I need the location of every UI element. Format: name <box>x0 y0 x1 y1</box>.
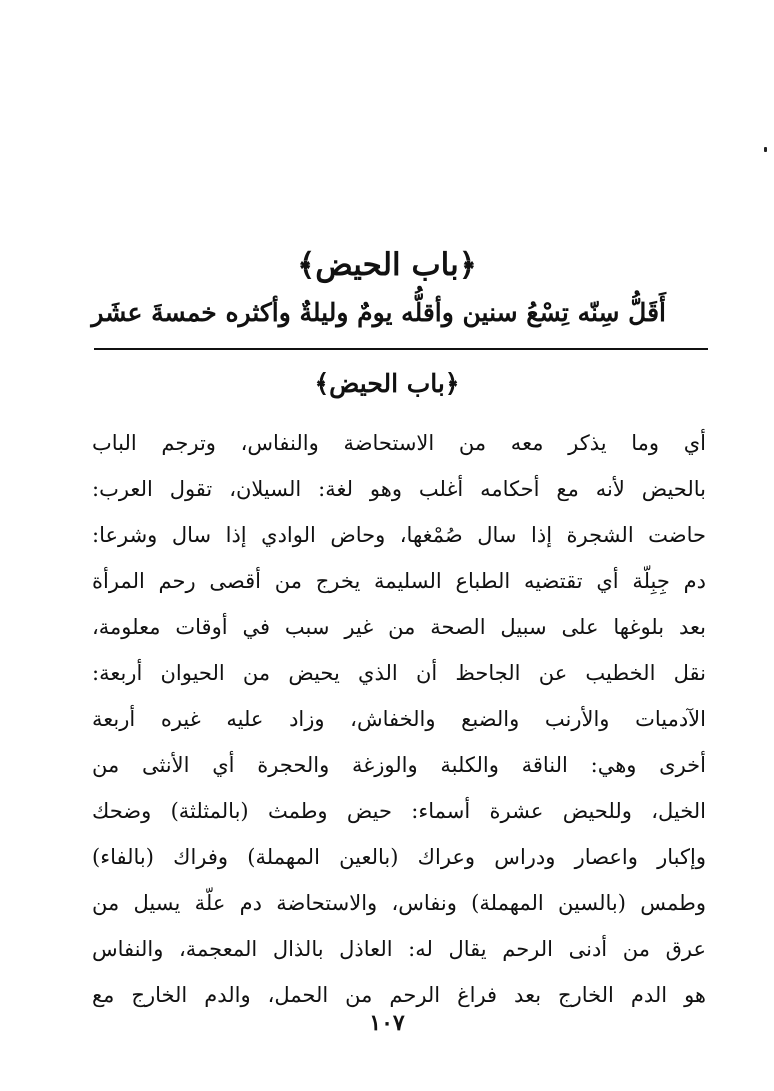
page-number: ١٠٧ <box>369 1010 405 1036</box>
commentary-text <box>92 420 706 1018</box>
text-line: دم جِبِلّة أي تقتضيه الطباع السليمة يخرج من أقصى رحم المرأة <box>92 569 706 593</box>
text-line: أي وما يذكر معه من الاستحاضة والنفاس، وترجم الباب <box>92 431 706 455</box>
text-line: عرق من أدنى الرحم يقال له: العاذل بالذال المعجمة، والنفاس <box>92 937 706 961</box>
text-line: بالحيض لأنه مع أحكامه أغلب وهو لغة: السيلان، تقول العرب: <box>92 477 706 501</box>
text-line: أخرى وهي: الناقة والكلبة والوزغة والحجرة أي الأنثى من <box>92 753 706 777</box>
commentary-chapter-heading: ﴿باب الحيض﴾ <box>314 369 460 398</box>
text-line: الآدميات والأرنب والضبع والخفاش، وزاد عليه غيره أربعة <box>92 707 706 731</box>
main-chapter-heading: ﴿باب الحيض﴾ <box>297 247 477 283</box>
text-line: وطمس (بالسين المهملة) ونفاس، والاستحاضة دم علّة يسيل من <box>92 891 706 915</box>
matn-text: أَقَلُّ سِنّه تِسْعُ سنين وأقلُّه يومٌ وليلةٌ وأكثره خمسةَ عشَر <box>91 298 666 327</box>
separator-rule <box>94 348 708 350</box>
text-line: نقل الخطيب عن الجاحظ أن الذي يحيض من الحيوان أربعة: <box>92 661 706 685</box>
text-line: الخيل، وللحيض عشرة أسماء: حيض وطمث (بالمثلثة) وضحك <box>92 799 706 823</box>
text-line: حاضت الشجرة إذا سال صُمْغها، وحاض الوادي إذا سال وشرعا: <box>92 523 706 547</box>
text-line: بعد بلوغها على سبيل الصحة من غير سبب في أوقات معلومة، <box>92 615 706 639</box>
text-line: هو الدم الخارج بعد فراغ الرحم من الحمل، والدم الخارج مع <box>92 983 706 1007</box>
scan-speck <box>764 147 767 152</box>
text-line: وإكبار واعصار ودراس وعراك (بالعين المهملة) وفراك (بالفاء) <box>92 845 706 869</box>
